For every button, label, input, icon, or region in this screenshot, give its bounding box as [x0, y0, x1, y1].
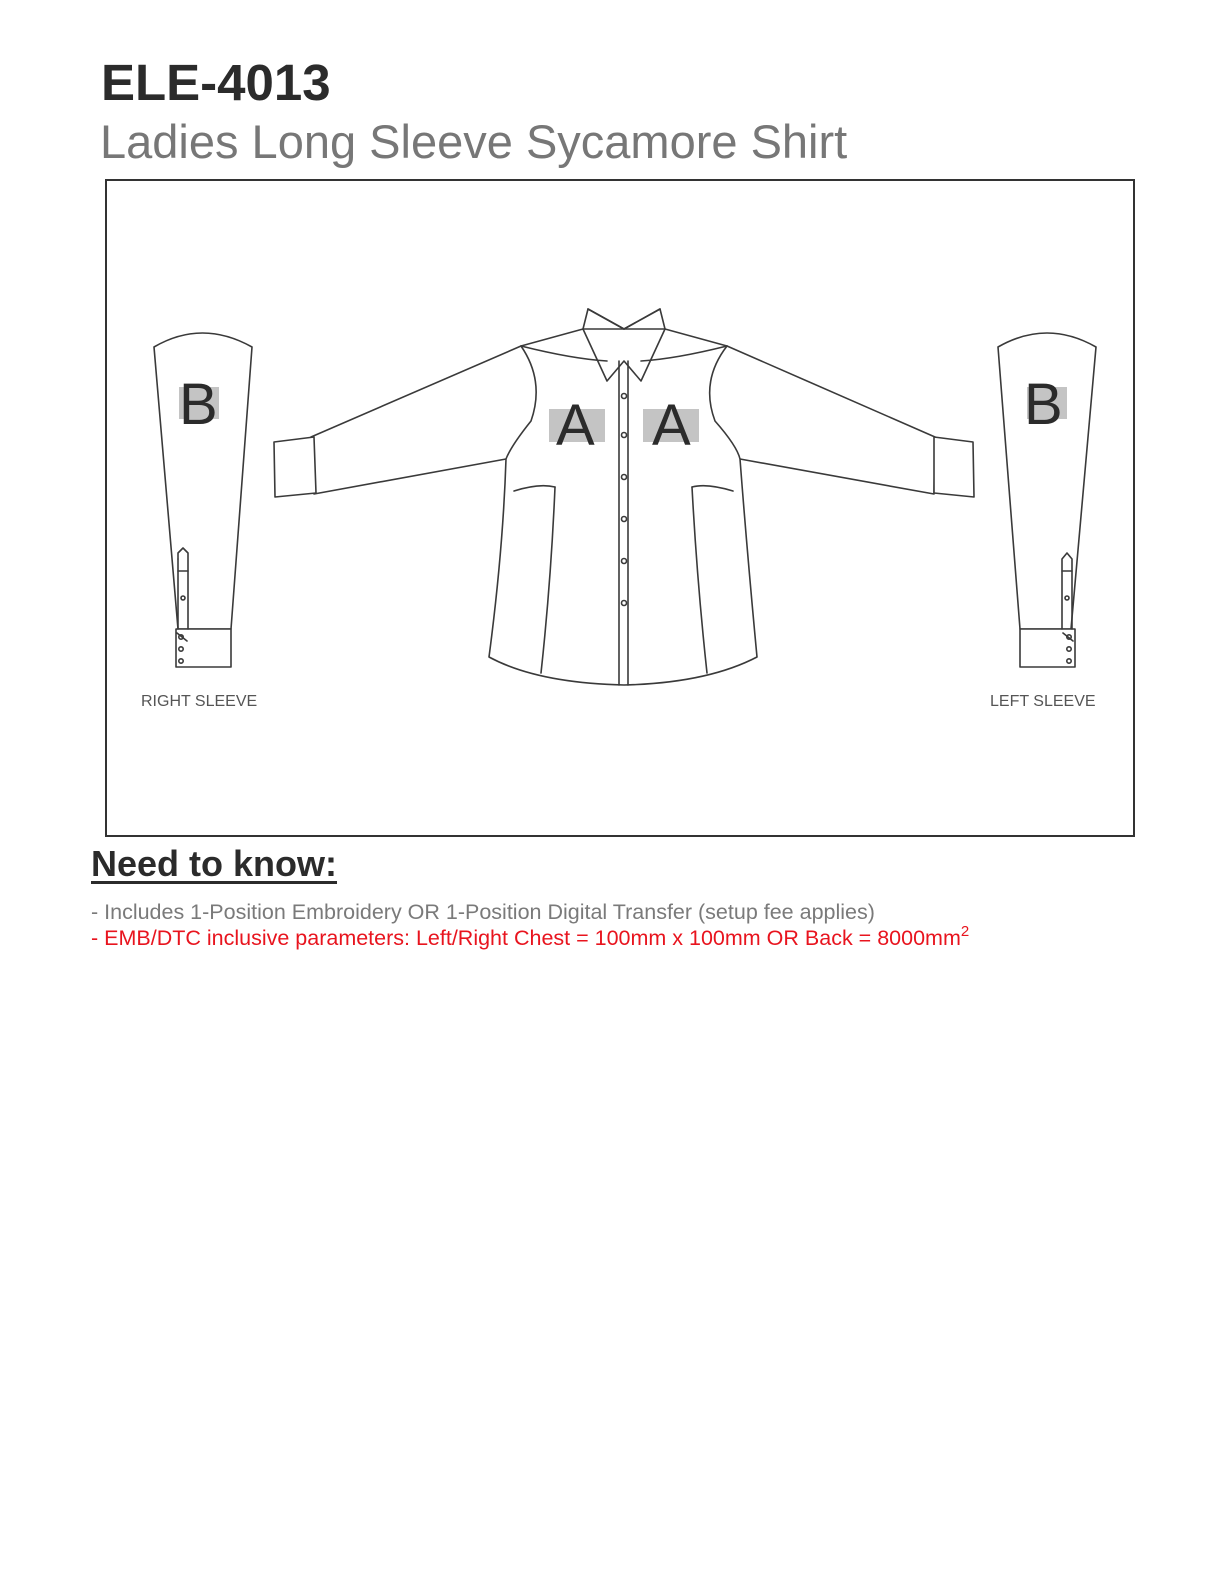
note-includes: - Includes 1-Position Embroidery OR 1-Position Digital Transfer (setup fee applies)	[91, 900, 875, 924]
zone-b-left-sleeve-label: B	[1024, 372, 1063, 437]
garment-diagram	[105, 179, 1135, 837]
need-to-know-heading: Need to know:	[91, 843, 338, 884]
front-shirt-drawing	[274, 309, 974, 685]
zone-b-right-sleeve-label: B	[179, 372, 218, 437]
product-name: Ladies Long Sleeve Sycamore Shirt	[100, 115, 848, 168]
zone-a-chest-right-label: A	[652, 393, 691, 458]
zone-a-chest-left-label: A	[556, 393, 595, 458]
note-parameters	[91, 923, 970, 950]
note-parameters-text: - EMB/DTC inclusive parameters: Left/Right Chest = 100mm x 100mm OR Back = 8000mm	[91, 926, 961, 950]
note-parameters-superscript: 2	[960, 923, 970, 940]
left-sleeve-label: LEFT SLEEVE	[990, 693, 1096, 710]
product-code: ELE-4013	[101, 54, 331, 111]
shirt-line-drawing	[107, 181, 1133, 835]
right-sleeve-label: RIGHT SLEEVE	[141, 693, 258, 710]
